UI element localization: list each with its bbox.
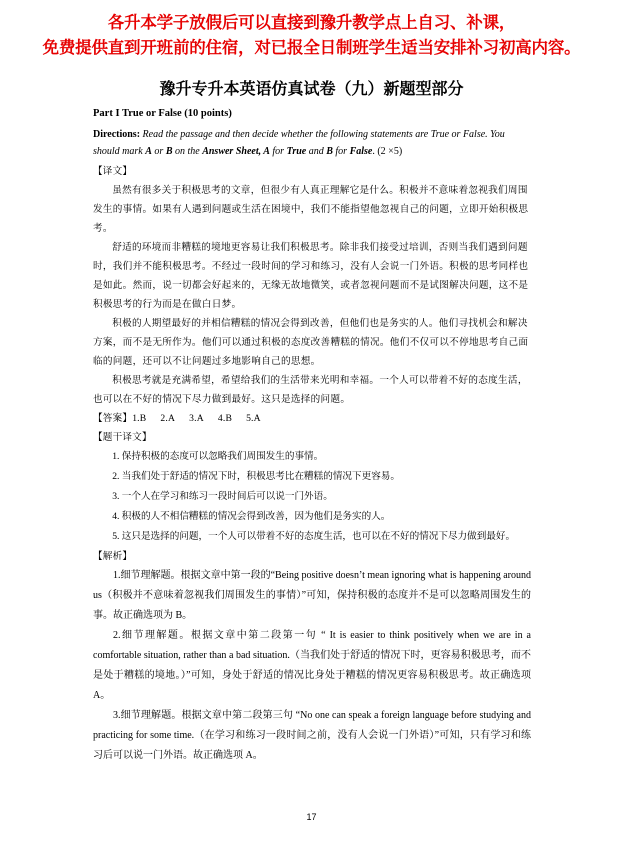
directions-text-4: for (269, 146, 287, 157)
part-heading: Part I True or False (10 points) (93, 108, 232, 119)
question-translation: 5. 这只是选择的问题，一个人可以带着不好的态度生活，也可以在不好的情况下尽力做到最好。 (112, 531, 516, 542)
promo-line-2: 免费提供直到开班前的住宿，对已报全日制班学生适当安排补习初高内容。 (42, 38, 581, 57)
translation-paragraph: 虽然有很多关于积极思考的文章，但很少有人真正理解它是什么。积极并不意味着忽视我们周围发生的事情。如果有人遇到问题或生活在困境中，我们不能指望他忽视自己的问题，立即开始积极思考。 (93, 185, 529, 234)
directions-true: True (286, 146, 307, 157)
translation-paragraph: 舒适的环境而非糟糕的境地更容易让我们积极思考。除非我们接受过培训，否则当我们遇到问题时，我们并不能积极思考。不经过一段时间的学习和练习，没有人会说一门外语。积极的思考同样也是如此。然而，说一切都会好起来的，无缘无故地微笑，或者忽视问题而不是试图解决问题，这不是积极思考的行为而是在做白日梦。 (93, 242, 529, 310)
question-translation: 2. 当我们处于舒适的情况下时，积极思考比在糟糕的情况下更容易。 (112, 471, 400, 482)
promo-banner (0, 10, 623, 60)
question-translation: 3. 一个人在学习和练习一段时间后可以说一门外语。 (112, 491, 333, 502)
main-content (93, 104, 531, 766)
answer-item: 1.B (132, 413, 147, 424)
directions-text-2: or (151, 146, 166, 157)
translation-label: 【译文】 (93, 166, 133, 177)
page-title: 豫升专升本英语仿真试卷（九）新题型部分 (159, 79, 464, 98)
question-translation-label: 【题干译文】 (93, 432, 152, 443)
analysis-label: 【解析】 (93, 551, 133, 562)
answer-line (93, 409, 531, 428)
directions-text-5: and (306, 146, 327, 157)
translation-paragraph: 积极的人期望最好的并相信糟糕的情况会得到改善，但他们也是务实的人。他们寻找机会和解决方案，而不是无所作为。他们可以通过积极的态度改善糟糕的情况。他们不仅可以不停地思考自己面临的问题，还可以不让问题过多地影响自己的思想。 (93, 318, 529, 367)
directions-text-7: . (2 ×5) (372, 146, 403, 157)
directions (93, 126, 531, 160)
directions-answer-sheet: Answer Sheet, A (202, 146, 270, 157)
question-translation: 1. 保持积极的态度可以忽略我们周围发生的事情。 (112, 451, 324, 462)
answer-item: 3.A (189, 413, 204, 424)
analysis-paragraph: 2.细节理解题。根据文章中第二段第一句 “ It is easier to think positively when we are in a comfortable situation, rather than a bad situation.（当我们处于舒适的情况下时，更容易积极思考，而不是处于糟糕的境地。）”可知，身处于舒适的情况比身处于糟糕的情况更容易积极思考。故正确选项 A。 (93, 630, 531, 701)
promo-line-1: 各升本学子放假后可以直接到豫升教学点上自习、补课， (107, 13, 516, 32)
directions-text-6: for (332, 146, 350, 157)
analysis-paragraph: 3.细节理解题。根据文章中第二段第三句 “No one can speak a foreign language before studying and practicing for some time.（在学习和练习一段时间之前，没有人会说一门外语）”可知，只有学习和练习后可以说一门外语。故正确选项 A。 (93, 710, 531, 761)
answer-item: 2.A (160, 413, 176, 424)
directions-option-a: A (145, 146, 152, 157)
directions-option-b: B (165, 146, 173, 157)
directions-label: Directions: (93, 129, 141, 140)
answer-item: 5.A (246, 413, 261, 424)
analysis-paragraph: 1.细节理解题。根据文章中第一段的“Being positive doesn’t mean ignoring what is happening around us（积极并不意味着忽视我们周围发生的事情）”可知，保持积极的态度并不是可以忽略周围发生的事。故正确选项为 B。 (93, 570, 531, 621)
answer-item: 4.B (217, 413, 233, 424)
directions-false: False (349, 146, 373, 157)
directions-option-b-2: B (326, 146, 333, 157)
page-number: 17 (306, 812, 317, 822)
answer-label: 【答案】 (93, 413, 133, 424)
translation-paragraph: 积极思考就是充满希望，希望给我们的生活带来光明和幸福。一个人可以带着不好的态度生活，也可以在不好的情况下尽力做到最好。这只是选择的问题。 (93, 375, 528, 405)
directions-text-1: Read the passage and then decide whether the following statements are True or False. You should mark (93, 129, 505, 157)
directions-text-3: on the (172, 146, 203, 157)
question-translation: 4. 积极的人不相信糟糕的情况会得到改善，因为他们是务实的人。 (112, 511, 391, 522)
